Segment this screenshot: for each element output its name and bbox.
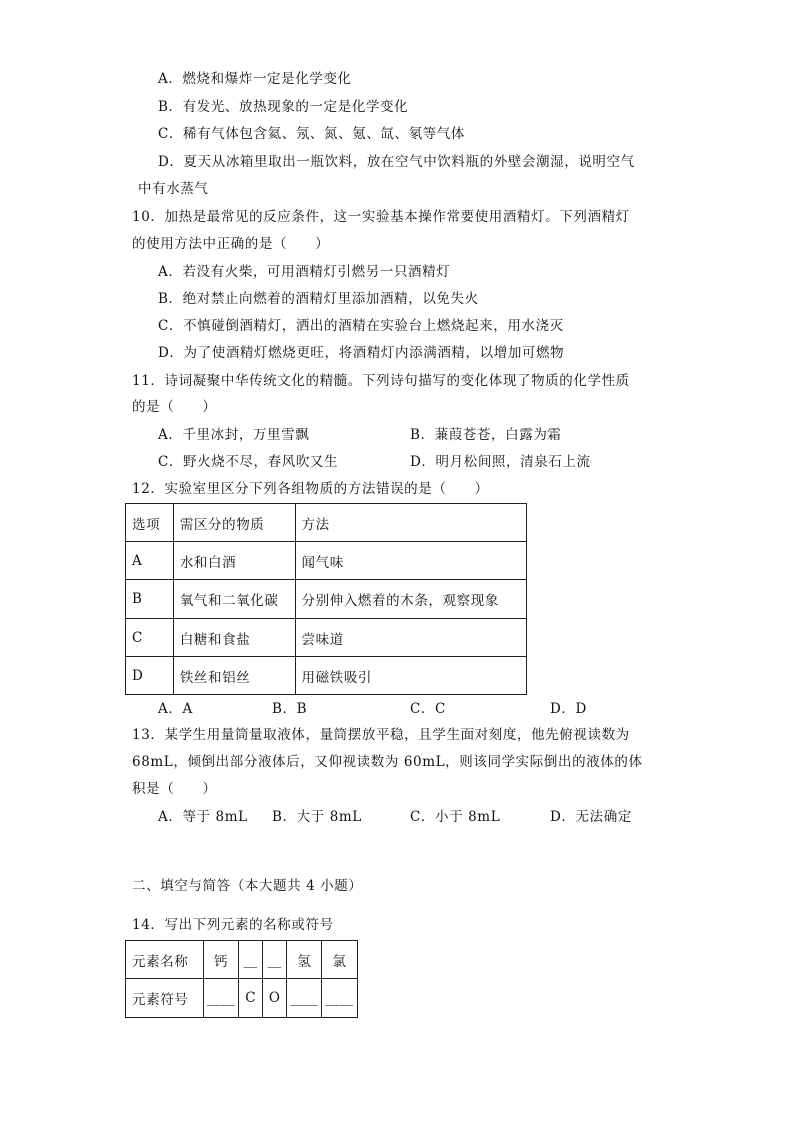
table-row xyxy=(126,619,527,657)
q13-option-c: C．小于 8mL xyxy=(410,809,501,825)
table-cell: O xyxy=(263,979,287,1018)
table-cell: 氢 xyxy=(287,941,322,979)
q9-option-a: A．燃烧和爆炸一定是化学变化 xyxy=(158,71,352,87)
q10-option-c: C．不慎碰倒酒精灯，洒出的酒精在实验台上燃烧起来，用水浇灭 xyxy=(158,318,564,334)
q12-stem: 12．实验室里区分下列各组物质的方法错误的是（ ） xyxy=(132,481,489,497)
section-title: 二、填空与简答（本大题共 4 小题） xyxy=(132,878,363,894)
q12-option-a: A．A xyxy=(158,701,193,717)
q12-option-c: C．C xyxy=(410,701,446,717)
q12-header-method: 方法 xyxy=(295,504,526,542)
q11-option-c: C．野火烧不尽，春风吹又生 xyxy=(158,454,339,470)
q10-option-a: A．若没有火柴，可用酒精灯引燃另一只酒精灯 xyxy=(158,264,451,280)
q9-option-b: B．有发光、放热现象的一定是化学变化 xyxy=(158,99,409,115)
blank-cell: ＿＿ xyxy=(204,979,239,1018)
table-row xyxy=(126,580,527,619)
table-cell: 闻气味 xyxy=(295,542,526,580)
q11-stem-line2: 的是（ ） xyxy=(132,399,217,415)
table-cell: C xyxy=(239,979,263,1018)
table-cell: 白糖和食盐 xyxy=(173,619,295,657)
table-cell: B xyxy=(126,580,174,619)
q9-option-c: C．稀有气体包含氦、氖、氮、氪、氙、氡等气体 xyxy=(158,126,466,142)
q14-table xyxy=(125,940,358,1018)
table-cell: A xyxy=(126,542,174,580)
table-cell: 用磁铁吸引 xyxy=(295,657,526,695)
q14-stem: 14．写出下列元素的名称或符号 xyxy=(132,917,334,933)
q12-table xyxy=(125,503,527,695)
table-cell: 分别伸入燃着的木条，观察现象 xyxy=(295,580,526,619)
q12-header-option: 选项 xyxy=(126,504,174,542)
q13-option-a: A．等于 8mL xyxy=(158,809,248,825)
table-row xyxy=(126,979,358,1018)
q12-option-b: B．B xyxy=(272,701,308,717)
table-cell: D xyxy=(126,657,174,695)
q10-option-b: B．绝对禁止向燃着的酒精灯里添加酒精，以免失火 xyxy=(158,291,479,307)
table-cell: C xyxy=(126,619,174,657)
q13-option-d: D．无法确定 xyxy=(550,809,632,825)
q11-stem-line1: 11．诗词凝聚中华传统文化的精髓。下列诗句描写的变化体现了物质的化学性质 xyxy=(132,373,630,389)
table-row xyxy=(126,941,358,979)
table-cell: 钙 xyxy=(204,941,239,979)
q12-table-header-row xyxy=(126,504,527,542)
blank-cell: ＿＿ xyxy=(322,979,357,1018)
table-row xyxy=(126,542,527,580)
q12-header-substances: 需区分的物质 xyxy=(173,504,295,542)
q13-stem-line1: 13．某学生用量筒量取液体，量筒摆放平稳，且学生面对刻度，他先俯视读数为 xyxy=(132,727,630,743)
blank-cell: ＿＿ xyxy=(287,979,322,1018)
table-cell: 氯 xyxy=(322,941,357,979)
q13-stem-line3: 积是（ ） xyxy=(132,781,217,797)
q9-option-d: D．夏天从冰箱里取出一瓶饮料，放在空气中饮料瓶的外壁会潮湿，说明空气 xyxy=(158,154,635,170)
table-cell: 元素符号 xyxy=(126,979,204,1018)
q13-stem-line2: 68mL，倾倒出部分液体后，又仰视读数为 60mL，则该同学实际倒出的液体的体 xyxy=(132,754,643,770)
table-cell: 元素名称 xyxy=(126,941,204,979)
q11-option-d: D．明月松间照，清泉石上流 xyxy=(410,454,591,470)
q12-option-d: D．D xyxy=(550,701,587,717)
q13-option-b: B．大于 8mL xyxy=(272,809,362,825)
q11-option-b: B．蒹葭苍苍，白露为霜 xyxy=(410,427,562,443)
blank-cell: ＿ xyxy=(239,941,263,979)
table-cell: 水和白酒 xyxy=(173,542,295,580)
q9-option-d-cont: 中有水蒸气 xyxy=(138,181,209,197)
table-cell: 氧气和二氧化碳 xyxy=(173,580,295,619)
table-cell: 铁丝和铝丝 xyxy=(173,657,295,695)
q11-option-a: A．千里冰封，万里雪飘 xyxy=(158,427,310,443)
q10-stem-line2: 的使用方法中正确的是（ ） xyxy=(132,236,330,252)
table-cell: 尝味道 xyxy=(295,619,526,657)
q10-stem-line1: 10．加热是最常见的反应条件，这一实验基本操作常要使用酒精灯。下列酒精灯 xyxy=(132,209,630,225)
blank-cell: ＿ xyxy=(263,941,287,979)
q10-option-d: D．为了使酒精灯燃烧更旺，将酒精灯内添满酒精，以增加可燃物 xyxy=(158,345,565,361)
table-row xyxy=(126,657,527,695)
